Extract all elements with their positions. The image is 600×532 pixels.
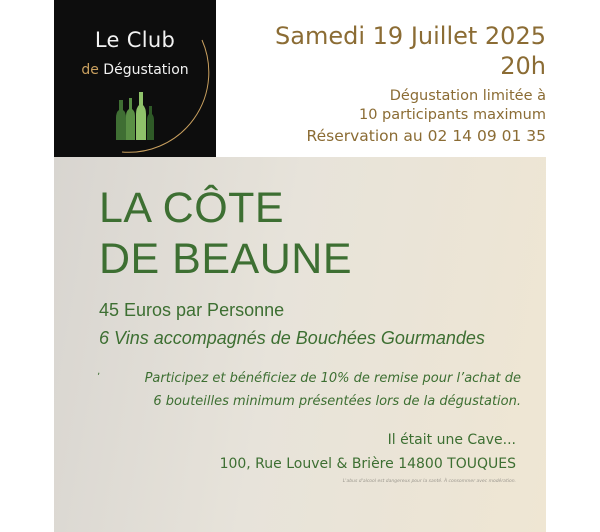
logo-subtitle: [54, 62, 216, 78]
logo-subtitle-de: de: [81, 62, 99, 78]
promo-line-1: Participez et bénéficiez de 10% de remise pour l’achat de: [144, 371, 521, 386]
title-line-2: DE BEAUNE: [99, 235, 353, 283]
logo-title: Le Club: [94, 28, 176, 52]
event-time: 20h: [500, 52, 546, 80]
title-line-1: LA CÔTE: [99, 184, 285, 232]
limit-line-1: Dégustation limitée à: [389, 88, 546, 104]
venue-address: 100, Rue Louvel & Brière 14800 TOUQUES: [219, 456, 516, 472]
event-details-panel: [54, 157, 546, 532]
wine-bottles-icon: [112, 88, 162, 140]
quote-mark-icon: ʼ: [97, 372, 101, 383]
price-per-person: 45 Euros par Personne: [99, 300, 285, 320]
event-date: Samedi 19 Juillet 2025: [275, 22, 546, 50]
reservation-phone: Réservation au 02 14 09 01 35: [306, 127, 546, 145]
logo-subtitle-rest: Dégustation: [98, 62, 189, 78]
club-logo: [54, 0, 216, 157]
wines-description: 6 Vins accompagnés de Bouchées Gourmandes: [99, 328, 485, 348]
health-disclaimer: L'abus d'alcool est dangereux pour la santé. À consommer avec modération.: [342, 479, 516, 484]
promo-line-2: 6 bouteilles minimum présentées lors de la dégustation.: [153, 394, 521, 409]
limit-line-2: 10 participants maximum: [358, 107, 546, 123]
venue-name: Il était une Cave...: [387, 432, 516, 448]
